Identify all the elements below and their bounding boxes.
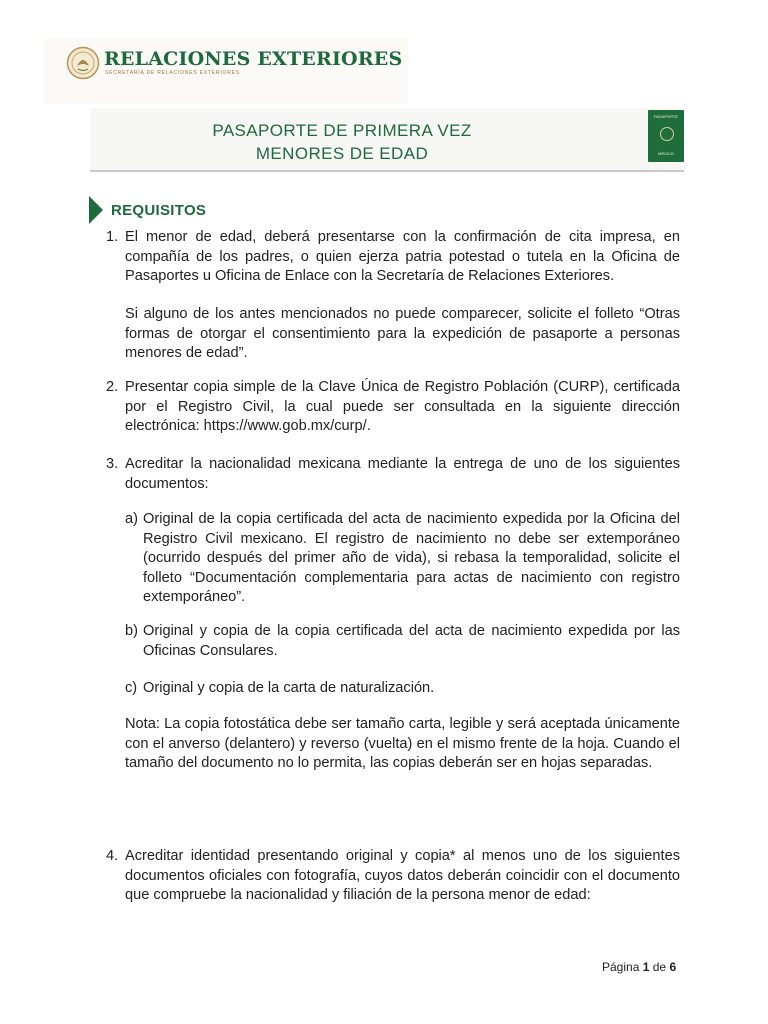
subitem-c-text: Original y copia de la carta de naturalización. bbox=[143, 680, 435, 696]
arrow-right-icon bbox=[89, 196, 103, 224]
subitem-a-label: a) bbox=[125, 511, 138, 527]
item-number-3: 3. bbox=[106, 456, 119, 472]
passport-bottom-label: MÉXICO bbox=[658, 151, 674, 156]
passport-icon bbox=[648, 110, 684, 162]
eagle-seal-icon bbox=[66, 46, 100, 80]
subitem-b-label: b) bbox=[125, 623, 138, 639]
title-divider bbox=[90, 170, 684, 172]
subitem-a-text: Original de la copia certificada del acta de nacimiento expedida por la Oficina del Registro Civil mexicano. El registro de nacimiento no debe ser extemporáneo (ocurrido después del primer año de vida), si rebasa la temporalidad, solicite el folleto “Documentación complementaria para actas de nacimiento con registro extemporáneo”. bbox=[143, 511, 680, 605]
photocopy-note: Nota: La copia fotostática debe ser tamaño carta, legible y será aceptada únicamente con el anverso (delantero) y reverso (vuelta) en el mismo frente de la hoja. Cuando el tamaño del documento no lo permita, las copias deberán ser en hojas separadas. bbox=[125, 716, 680, 771]
item-3-text: Acreditar la nacionalidad mexicana mediante la entrega de uno de los siguientes documentos: bbox=[125, 456, 680, 492]
item-1-note: Si alguno de los antes mencionados no puede comparecer, solicite el folleto “Otras formas de otorgar el consentimiento para la expedición de pasaporte a personas menores de edad”. bbox=[125, 306, 680, 361]
passport-top-label: PASAPORTE bbox=[653, 114, 679, 119]
section-heading: REQUISITOS bbox=[111, 202, 207, 219]
page-label: Página bbox=[602, 960, 640, 974]
item-number-1: 1. bbox=[106, 229, 119, 245]
item-2-text: Presentar copia simple de la Clave Única de Registro Población (CURP), certificada por el Registro Civil, la cual puede ser consultada en la siguiente dirección electrónica: https://www.gob.mx/curp/. bbox=[125, 379, 680, 434]
item-4-text: Acreditar identidad presentando original y copia* al menos uno de los siguientes documentos oficiales con fotografía, cuyos datos deberán coincidir con el documento que compruebe la nacionalidad y filiación de la persona menor de edad: bbox=[125, 848, 680, 903]
logo-subtitle: SECRETARÍA DE RELACIONES EXTERIORES bbox=[105, 70, 240, 76]
title-line-2: MENORES DE EDAD bbox=[255, 144, 429, 163]
item-1-text: El menor de edad, deberá presentarse con la confirmación de cita impresa, en compañía de los padres, o quien ejerza patria potestad o tutela en la Oficina de Pasaportes u Oficina de Enlace con la Secretaría de Relaciones Exteriores. bbox=[125, 229, 680, 284]
subitem-c-label: c) bbox=[125, 680, 138, 696]
page-number bbox=[602, 960, 676, 974]
passport-seal-icon bbox=[660, 127, 674, 141]
item-number-4: 4. bbox=[106, 848, 119, 864]
title-line-1: PASAPORTE DE PRIMERA VEZ bbox=[212, 121, 472, 140]
page-connector: de bbox=[652, 960, 667, 974]
logo-title: RELACIONES EXTERIORES bbox=[104, 48, 403, 70]
item-number-2: 2. bbox=[106, 379, 119, 395]
page-current: 1 bbox=[642, 960, 650, 974]
document-title bbox=[90, 119, 594, 165]
page-total: 6 bbox=[669, 960, 677, 974]
subitem-b-text: Original y copia de la copia certificada del acta de nacimiento expedida por las Oficinas Consulares. bbox=[143, 623, 680, 659]
